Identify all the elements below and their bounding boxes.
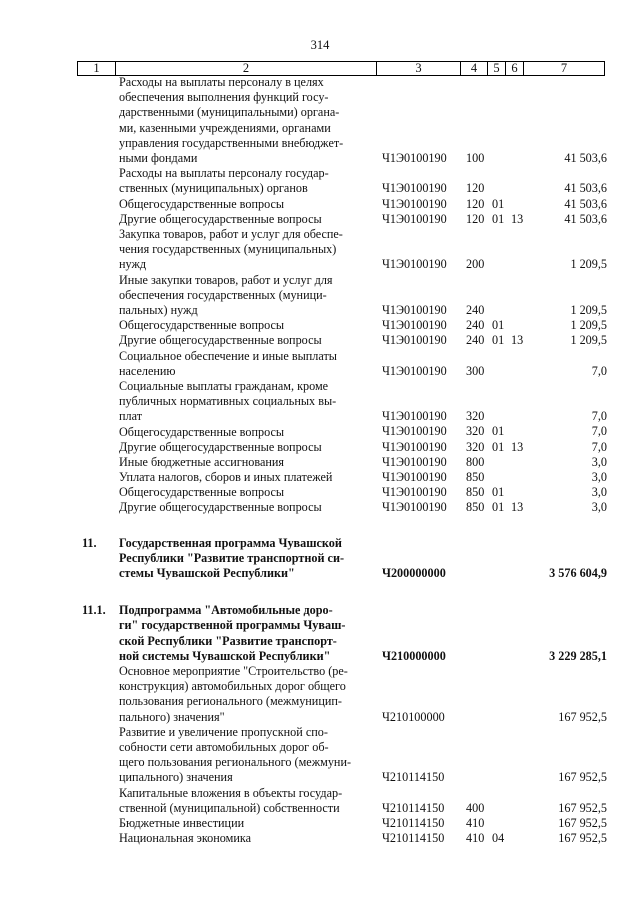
row-description: [119, 725, 362, 786]
target-article-code: Ч210100000: [382, 709, 445, 724]
table-row: [0, 227, 640, 273]
description-line: обеспечения выполнения функций госу-: [119, 90, 329, 105]
amount-value: 167 952,5: [558, 709, 607, 724]
target-article-code: Ч1Э0100190: [382, 302, 447, 317]
description-line: Другие общегосударственные вопросы: [119, 439, 322, 454]
row-description: [119, 349, 362, 379]
column-header: 4: [461, 62, 488, 76]
amount-value: 3,0: [591, 454, 607, 469]
table-row: [0, 333, 640, 348]
table-row: [0, 212, 640, 227]
table-row: [0, 816, 640, 831]
description-line: ными фондами: [119, 151, 198, 166]
target-article-code: Ч1Э0100190: [382, 470, 447, 485]
amount-value: 41 503,6: [564, 181, 607, 196]
target-article-code: Ч200000000: [382, 566, 446, 581]
description-line: пального) значения": [119, 709, 225, 724]
target-article-code: Ч1Э0100190: [382, 181, 447, 196]
description-line: стемы Чувашской Республики": [119, 566, 295, 581]
description-line: Государственная программа Чувашской: [119, 535, 342, 550]
description-line: Другие общегосударственные вопросы: [119, 333, 322, 348]
row-description: [119, 664, 362, 725]
description-line: Другие общегосударственные вопросы: [119, 211, 322, 226]
amount-value: 41 503,6: [564, 196, 607, 211]
amount-value: 3 576 604,9: [549, 566, 607, 581]
table-row: [0, 455, 640, 470]
amount-value: 3 229 285,1: [549, 648, 607, 663]
column-header: 7: [524, 62, 605, 76]
row-description: [119, 500, 362, 515]
amount-value: 167 952,5: [558, 831, 607, 846]
column-header: 5: [488, 62, 506, 76]
section-code: 01: [492, 211, 505, 226]
expense-type-code: 320: [466, 424, 485, 439]
description-line: Другие общегосударственные вопросы: [119, 500, 322, 515]
description-line: Расходы на выплаты персоналу государ-: [119, 166, 329, 181]
description-line: плат: [119, 409, 143, 424]
section-number: 11.1.: [82, 603, 106, 618]
description-line: ми, казенными учреждениями, органами: [119, 120, 331, 135]
row-description: [119, 197, 362, 212]
description-line: Социальное обеспечение и иные выплаты: [119, 348, 337, 363]
amount-value: 167 952,5: [558, 770, 607, 785]
page-number: 314: [310, 38, 330, 52]
table-row: [0, 725, 640, 786]
description-line: ственной (муниципальной) собственности: [119, 800, 340, 815]
description-line: нужд: [119, 257, 147, 272]
table-row: [0, 273, 640, 319]
target-article-code: Ч1Э0100190: [382, 500, 447, 515]
amount-value: 7,0: [591, 424, 607, 439]
row-description: [119, 786, 362, 816]
row-description: [119, 425, 362, 440]
description-line: Социальные выплаты гражданам, кроме: [119, 378, 329, 393]
section-code: 01: [492, 439, 505, 454]
target-article-code: Ч1Э0100190: [382, 257, 447, 272]
section-code: 01: [492, 196, 505, 211]
description-line: управления государственными внебюджет-: [119, 135, 344, 150]
target-article-code: Ч1Э0100190: [382, 409, 447, 424]
section-code: 01: [492, 485, 505, 500]
table-row: [0, 485, 640, 500]
table-row: [0, 318, 640, 333]
subsection-code: 13: [511, 500, 524, 515]
target-article-code: Ч210114150: [382, 815, 445, 830]
target-article-code: Ч210114150: [382, 831, 445, 846]
expense-type-code: 850: [466, 485, 485, 500]
table-row: [0, 379, 640, 425]
table-row: [0, 786, 640, 816]
row-description: [119, 379, 362, 425]
expense-type-code: 300: [466, 363, 485, 378]
target-article-code: Ч210114150: [382, 770, 445, 785]
subsection-code: 13: [511, 211, 524, 226]
row-description: [119, 333, 362, 348]
table-row: [0, 75, 640, 166]
target-article-code: Ч1Э0100190: [382, 454, 447, 469]
row-description: [119, 75, 362, 166]
row-description: [119, 440, 362, 455]
expense-type-code: 240: [466, 318, 485, 333]
description-line: Общегосударственные вопросы: [119, 318, 285, 333]
description-line: Бюджетные инвестиции: [119, 816, 245, 830]
section-code: 04: [492, 831, 505, 846]
target-article-code: Ч1Э0100190: [382, 333, 447, 348]
section-code: 01: [492, 333, 505, 348]
description-line: публичных нормативных социальных вы-: [119, 394, 337, 409]
expense-type-code: 120: [466, 211, 485, 226]
description-line: обеспечения государственных (муници-: [119, 287, 327, 302]
amount-value: 7,0: [591, 409, 607, 424]
description-line: Подпрограмма "Автомобильные доро-: [119, 603, 333, 618]
expense-type-code: 320: [466, 409, 485, 424]
description-line: Уплата налогов, сборов и иных платежей: [119, 470, 333, 485]
description-line: собности сети автомобильных дорог об-: [119, 740, 329, 755]
budget-table-body: [0, 75, 640, 846]
column-header: 2: [116, 62, 377, 76]
description-line: чения государственных (муниципальных): [119, 242, 337, 257]
description-line: пальных) нужд: [119, 302, 198, 317]
description-line: Иные закупки товаров, работ и услуг для: [119, 272, 333, 287]
target-article-code: Ч1Э0100190: [382, 485, 447, 500]
target-article-code: Ч1Э0100190: [382, 211, 447, 226]
column-header: 6: [506, 62, 524, 76]
section-code: 01: [492, 424, 505, 439]
amount-value: 3,0: [591, 500, 607, 515]
description-line: ственных (муниципальных) органов: [119, 181, 308, 196]
subsection-code: 13: [511, 333, 524, 348]
expense-type-code: 100: [466, 150, 485, 165]
table-row: [0, 536, 640, 582]
description-line: Общегосударственные вопросы: [119, 485, 285, 500]
expense-type-code: 850: [466, 470, 485, 485]
amount-value: 1 209,5: [570, 302, 607, 317]
description-line: Иные бюджетные ассигнования: [119, 454, 285, 469]
expense-type-code: 120: [466, 181, 485, 196]
row-description: [119, 273, 362, 319]
expense-type-code: 320: [466, 439, 485, 454]
row-description: [119, 485, 362, 500]
description-line: пользования регионального (межмуницип-: [119, 694, 342, 709]
expense-type-code: 240: [466, 333, 485, 348]
description-line: щего пользования регионального (межмуни-: [119, 755, 352, 770]
amount-value: 1 209,5: [570, 257, 607, 272]
table-row: [0, 349, 640, 379]
description-line: ги" государственной программы Чуваш-: [119, 618, 346, 633]
row-description: [119, 227, 362, 273]
section-number: 11.: [82, 535, 97, 550]
amount-value: 1 209,5: [570, 318, 607, 333]
target-article-code: Ч1Э0100190: [382, 363, 447, 378]
row-description: [119, 603, 362, 664]
description-line: Общегосударственные вопросы: [119, 196, 285, 211]
description-line: Основное мероприятие "Строительство (ре-: [119, 664, 348, 679]
table-row: [0, 664, 640, 725]
target-article-code: Ч1Э0100190: [382, 318, 447, 333]
row-description: [119, 470, 362, 485]
expense-type-code: 410: [466, 831, 485, 846]
table-row: [0, 440, 640, 455]
target-article-code: Ч1Э0100190: [382, 439, 447, 454]
target-article-code: Ч1Э0100190: [382, 424, 447, 439]
target-article-code: Ч1Э0100190: [382, 150, 447, 165]
section-code: 01: [492, 318, 505, 333]
amount-value: 167 952,5: [558, 800, 607, 815]
expense-type-code: 800: [466, 454, 485, 469]
row-description: [119, 536, 362, 582]
amount-value: 167 952,5: [558, 815, 607, 830]
target-article-code: Ч1Э0100190: [382, 196, 447, 211]
description-line: Расходы на выплаты персоналу в целях: [119, 75, 324, 89]
row-description: [119, 166, 362, 196]
row-description: [119, 455, 362, 470]
description-line: ской Республики "Развитие транспорт-: [119, 633, 337, 648]
amount-value: 41 503,6: [564, 150, 607, 165]
table-row: [0, 500, 640, 515]
description-line: ципального) значения: [119, 770, 233, 785]
target-article-code: Ч210114150: [382, 800, 445, 815]
table-row: [0, 197, 640, 212]
description-line: дарственными (муниципальными) органа-: [119, 105, 340, 120]
description-line: Закупка товаров, работ и услуг для обеспе-: [119, 226, 343, 241]
description-line: ной системы Чувашской Республики": [119, 648, 331, 663]
expense-type-code: 410: [466, 815, 485, 830]
description-line: Общегосударственные вопросы: [119, 424, 285, 439]
subsection-code: 13: [511, 439, 524, 454]
expense-type-code: 400: [466, 800, 485, 815]
table-row: [0, 166, 640, 196]
column-header-row: [77, 61, 605, 76]
row-description: [119, 318, 362, 333]
column-header: 3: [377, 62, 461, 76]
description-line: Развитие и увеличение пропускной спо-: [119, 724, 328, 739]
description-line: Национальная экономика: [119, 831, 252, 846]
row-description: [119, 212, 362, 227]
expense-type-code: 200: [466, 257, 485, 272]
table-row: [0, 425, 640, 440]
row-description: [119, 816, 362, 831]
column-header: 1: [78, 62, 116, 76]
expense-type-code: 850: [466, 500, 485, 515]
description-line: Капитальные вложения в объекты государ-: [119, 785, 343, 800]
expense-type-code: 240: [466, 302, 485, 317]
target-article-code: Ч210000000: [382, 648, 446, 663]
description-line: конструкция) автомобильных дорог общего: [119, 679, 346, 694]
description-line: населению: [119, 363, 176, 378]
description-line: Республики "Развитие транспортной си-: [119, 550, 345, 565]
amount-value: 3,0: [591, 470, 607, 485]
amount-value: 7,0: [591, 439, 607, 454]
table-row: [0, 603, 640, 664]
section-code: 01: [492, 500, 505, 515]
amount-value: 41 503,6: [564, 211, 607, 226]
amount-value: 1 209,5: [570, 333, 607, 348]
table-row: [0, 831, 640, 846]
expense-type-code: 120: [466, 196, 485, 211]
table-row: [0, 470, 640, 485]
amount-value: 3,0: [591, 485, 607, 500]
amount-value: 7,0: [591, 363, 607, 378]
row-description: [119, 831, 362, 846]
